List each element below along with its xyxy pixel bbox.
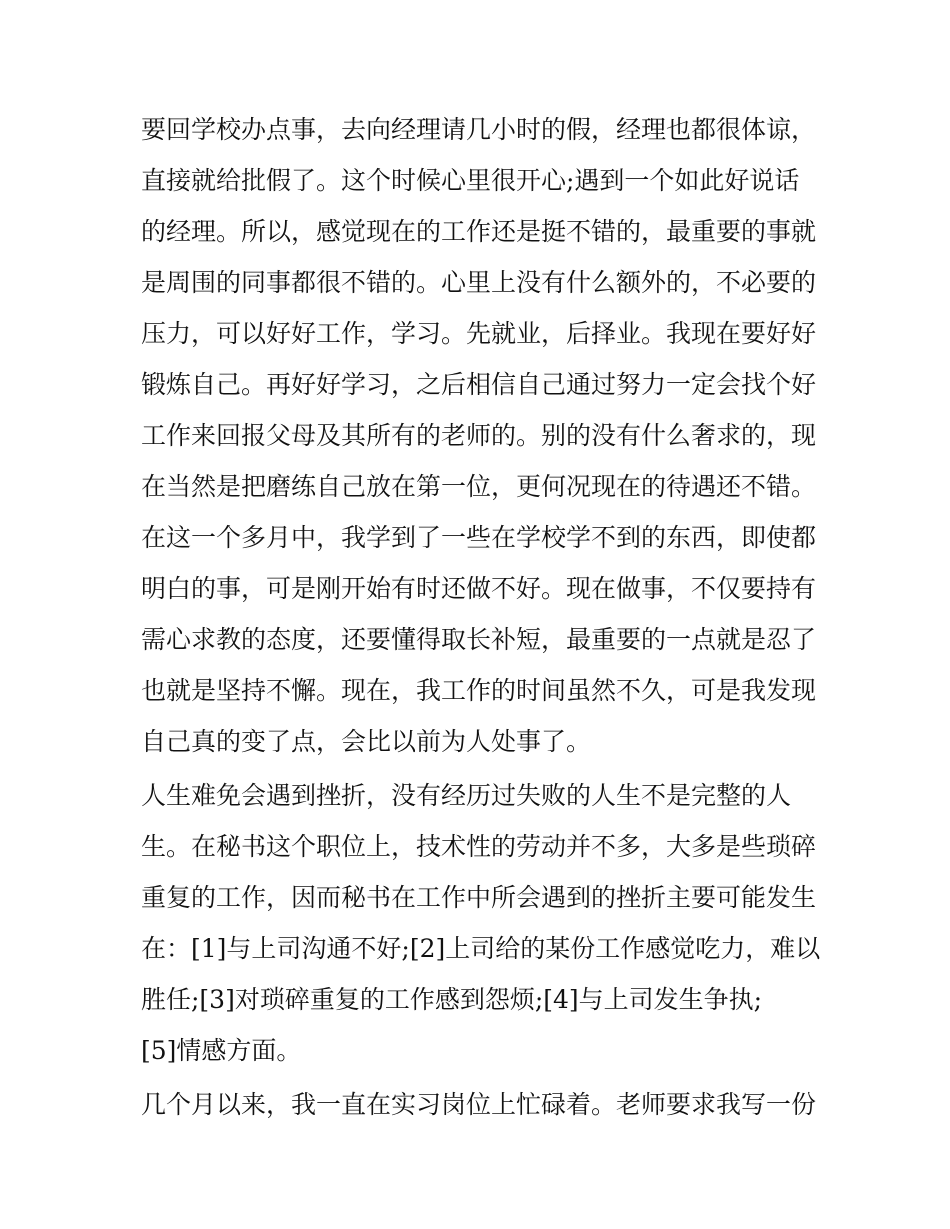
text-line: 生。在秘书这个职位上，技术性的劳动并不多，大多是些琐碎 — [141, 832, 817, 861]
text-line: 压力，可以好好工作，学习。先就业，后择业。我现在要好好 — [141, 319, 817, 348]
text-line: 是周围的同事都很不错的。心里上没有什么额外的，不必要的 — [141, 268, 817, 297]
text-line: 在：[1]与上司沟通不好;[2]上司给的某份工作感觉吃力，难以 — [141, 934, 821, 963]
text-line: [5]情感方面。 — [141, 1036, 302, 1065]
text-line: 人生难免会遇到挫折，没有经历过失败的人生不是完整的人 — [141, 781, 792, 810]
text-line: 自己真的变了点，会比以前为人处事了。 — [141, 727, 592, 756]
text-line: 的经理。所以，感觉现在的工作还是挺不错的，最重要的事就 — [141, 217, 817, 246]
document-body — [141, 104, 821, 1133]
text-line: 重复的工作，因而秘书在工作中所会遇到的挫折主要可能发生 — [141, 883, 817, 912]
paragraph-internship — [141, 1079, 821, 1130]
text-line: 在当然是把磨练自己放在第一位，更何况现在的待遇还不错。 — [141, 472, 817, 501]
text-line: 在这一个多月中，我学到了一些在学校学不到的东西，即使都 — [141, 523, 817, 552]
text-line: 锻炼自己。再好好学习，之后相信自己通过努力一定会找个好 — [141, 370, 817, 399]
text-line: 明白的事，可是刚开始有时还做不好。现在做事，不仅要持有 — [141, 574, 817, 603]
text-line: 直接就给批假了。这个时候心里很开心;遇到一个如此好说话 — [141, 166, 800, 195]
text-line: 几个月以来，我一直在实习岗位上忙碌着。老师要求我写一份 — [141, 1090, 817, 1119]
paragraph-setbacks — [141, 770, 821, 1076]
text-line: 工作来回报父母及其所有的老师的。别的没有什么奢求的，现 — [141, 421, 817, 450]
text-line: 要回学校办点事，去向经理请几小时的假，经理也都很体谅， — [141, 115, 817, 144]
text-line: 胜任;[3]对琐碎重复的工作感到怨烦;[4]与上司发生争执; — [141, 985, 763, 1014]
text-line: 需心求教的态度，还要懂得取长补短，最重要的一点就是忍了 — [141, 625, 817, 654]
text-line: 也就是坚持不懈。现在，我工作的时间虽然不久，可是我发现 — [141, 676, 817, 705]
paragraph-work-experience — [141, 104, 821, 767]
